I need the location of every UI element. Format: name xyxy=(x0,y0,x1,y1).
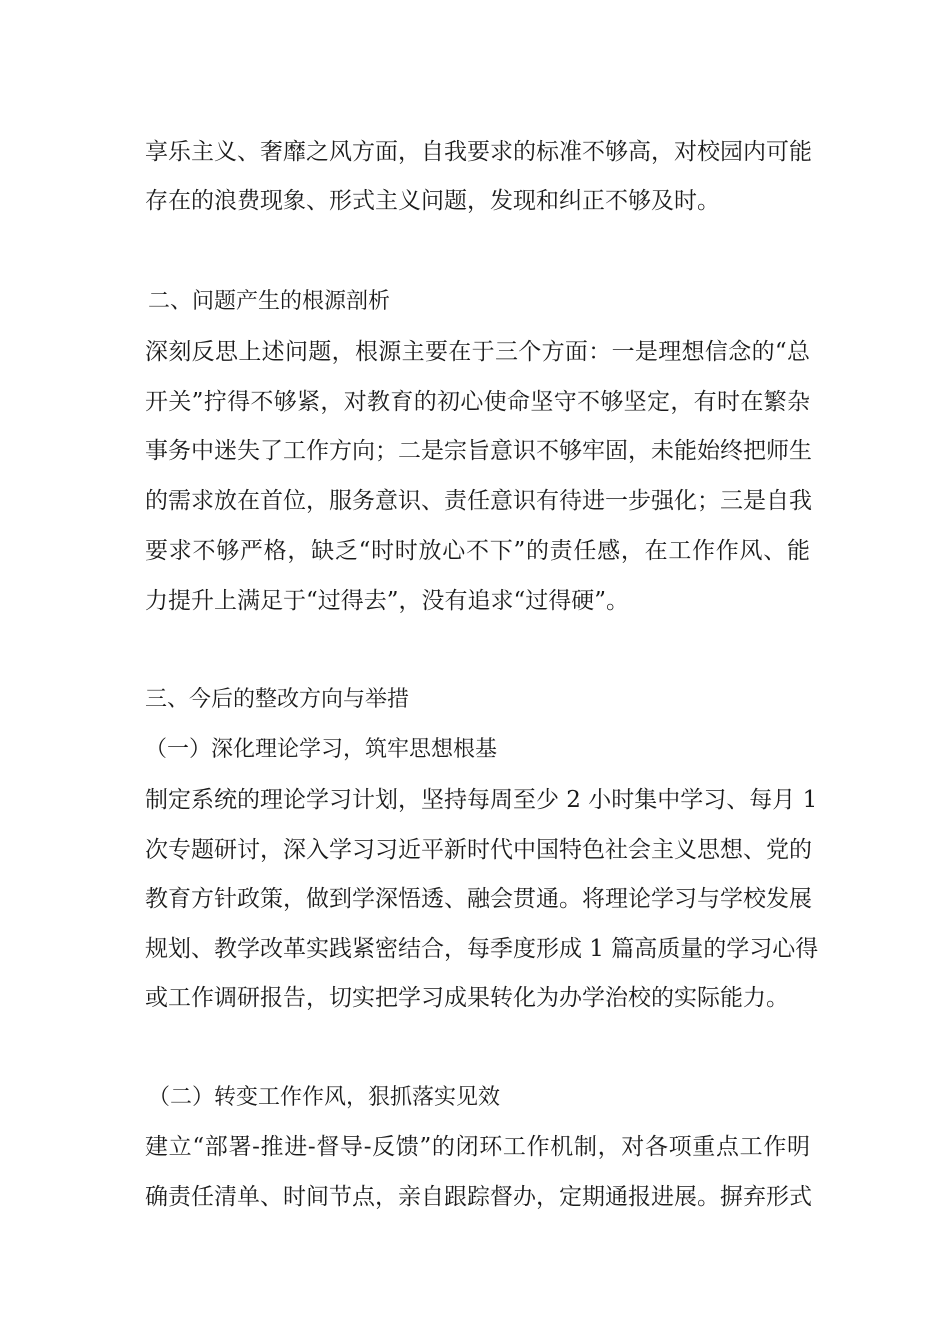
paragraph-line: 次专题研讨，深入学习习近平新时代中国特色社会主义思想、党的 xyxy=(145,837,812,863)
paragraph-line: 制定系统的理论学习计划，坚持每周至少 2 小时集中学习、每月 1 xyxy=(145,787,818,813)
subsection-heading-3-2: （二）转变工作作风，狠抓落实见效 xyxy=(148,1085,501,1110)
paragraph-line: 存在的浪费现象、形式主义问题，发现和纠正不够及时。 xyxy=(145,188,720,214)
paragraph-line: 力提升上满足于“过得去”，没有追求“过得硬”。 xyxy=(145,588,630,614)
subsection-heading-3-1: （一）深化理论学习，筑牢思想根基 xyxy=(145,737,498,762)
paragraph-line: 开关”拧得不够紧，对教育的初心使命坚守不够坚定，有时在繁杂 xyxy=(145,389,810,415)
paragraph-line: 确责任清单、时间节点，亲自跟踪督办，定期通报进展。摒弃形式 xyxy=(145,1184,812,1210)
paragraph-line: 规划、教学改革实践紧密结合，每季度形成 1 篇高质量的学习心得 xyxy=(145,936,819,962)
paragraph-line: 事务中迷失了工作方向；二是宗旨意识不够牢固，未能始终把师生 xyxy=(145,438,812,464)
paragraph-line: 深刻反思上述问题，根源主要在于三个方面：一是理想信念的“总 xyxy=(145,339,810,365)
paragraph-line: 建立“部署-推进-督导-反馈”的闭环工作机制，对各项重点工作明 xyxy=(145,1134,810,1160)
paragraph-line: 享乐主义、奢靡之风方面，自我要求的标准不够高，对校园内可能 xyxy=(145,139,812,165)
paragraph-line: 要求不够严格，缺乏“时时放心不下”的责任感，在工作作风、能 xyxy=(145,538,810,564)
section-heading-2: 二、问题产生的根源剖析 xyxy=(148,289,391,314)
paragraph-line: 或工作调研报告，切实把学习成果转化为办学治校的实际能力。 xyxy=(145,985,789,1011)
section-heading-3: 三、今后的整改方向与举措 xyxy=(145,687,410,712)
paragraph-line: 教育方针政策，做到学深悟透、融会贯通。将理论学习与学校发展 xyxy=(145,886,812,912)
paragraph-line: 的需求放在首位，服务意识、责任意识有待进一步强化；三是自我 xyxy=(145,488,812,514)
